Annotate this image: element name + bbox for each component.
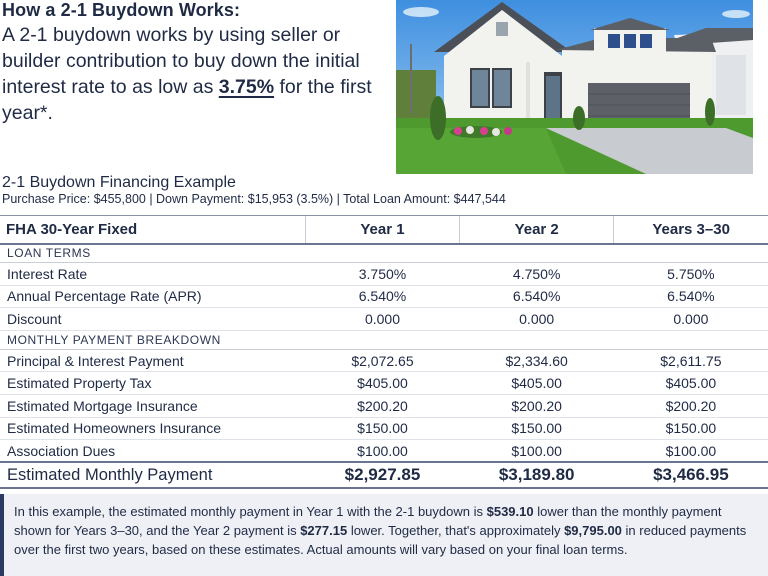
cell-years-3-30: $200.20 [614,394,768,417]
cell-year-2: 4.750% [460,263,614,286]
hero-body [2,22,382,126]
table-header-row [0,216,768,244]
cell-year-1: $405.00 [305,372,459,395]
note-total-savings: $9,795.00 [564,523,622,538]
cell-years-3-30: $2,611.75 [614,349,768,372]
table-row [0,394,768,417]
row-label: Principal & Interest Payment [0,349,305,372]
total-year-2: $3,189.80 [460,462,614,488]
cell-year-2: 6.540% [460,285,614,308]
note-savings-year-1: $539.10 [486,504,534,519]
cell-year-1: 0.000 [305,308,459,331]
header-loan-type: FHA 30-Year Fixed [0,216,305,244]
section-monthly-payment [0,330,768,349]
total-label: Estimated Monthly Payment [0,462,305,488]
cell-year-1: $200.20 [305,394,459,417]
note-text: In this example, the estimated monthly payment in Year 1 with the 2-1 buydown is [14,504,487,519]
hero-body-end: for the first year*. [2,76,372,124]
note-text: lower. Together, that's approximately [347,523,565,538]
cell-years-3-30: $405.00 [614,372,768,395]
header-year-1: Year 1 [305,216,459,244]
house-photo [396,0,753,174]
row-label: Estimated Property Tax [0,372,305,395]
cell-year-2: $200.20 [460,394,614,417]
row-label: Discount [0,308,305,331]
cell-year-1: $100.00 [305,440,459,463]
table-row [0,440,768,463]
section-loan-terms [0,244,768,263]
section-label: LOAN TERMS [0,244,768,263]
section-label: MONTHLY PAYMENT BREAKDOWN [0,330,768,349]
buydown-table [0,215,768,489]
header-year-2: Year 2 [460,216,614,244]
total-row [0,462,768,488]
hero-title: How a 2-1 Buydown Works: [2,0,241,20]
table-row [0,417,768,440]
cell-year-1: 6.540% [305,285,459,308]
total-year-1: $2,927.85 [305,462,459,488]
note-text: lower than the monthly payment shown for Years 3–30, and the Year 2 payment is [14,504,722,538]
table-row [0,372,768,395]
total-years-3-30: $3,466.95 [614,462,768,488]
cell-years-3-30: $100.00 [614,440,768,463]
cell-years-3-30: 5.750% [614,263,768,286]
table-row [0,349,768,372]
row-label: Association Dues [0,440,305,463]
cell-year-2: $100.00 [460,440,614,463]
hero-rate: 3.75% [218,76,275,98]
cell-year-2: $2,334.60 [460,349,614,372]
hero-body-text: A 2-1 buydown works by using seller or builder contribution to buy down the initial interest rate to as low as [2,24,360,98]
note-text: in reduced payments over the first two years, based on these estimates. Actual amounts will vary based on your final loan terms. [14,523,747,557]
example-subtitle: Purchase Price: $455,800 | Down Payment: $15,953 (3.5%) | Total Loan Amount: $447,544 [2,192,506,206]
cell-years-3-30: 6.540% [614,285,768,308]
cell-year-2: $150.00 [460,417,614,440]
cell-years-3-30: $150.00 [614,417,768,440]
row-label: Interest Rate [0,263,305,286]
example-title: 2-1 Buydown Financing Example [2,174,236,191]
table-row [0,263,768,286]
cell-year-1: $2,072.65 [305,349,459,372]
table-row [0,308,768,331]
row-label: Estimated Homeowners Insurance [0,417,305,440]
note-savings-year-2: $277.15 [300,523,348,538]
row-label: Annual Percentage Rate (APR) [0,285,305,308]
table-row [0,285,768,308]
cell-year-1: $150.00 [305,417,459,440]
row-label: Estimated Mortgage Insurance [0,394,305,417]
example-note [0,494,768,576]
cell-year-2: 0.000 [460,308,614,331]
cell-year-2: $405.00 [460,372,614,395]
header-years-3-30: Years 3–30 [614,216,768,244]
cell-years-3-30: 0.000 [614,308,768,331]
cell-year-1: 3.750% [305,263,459,286]
